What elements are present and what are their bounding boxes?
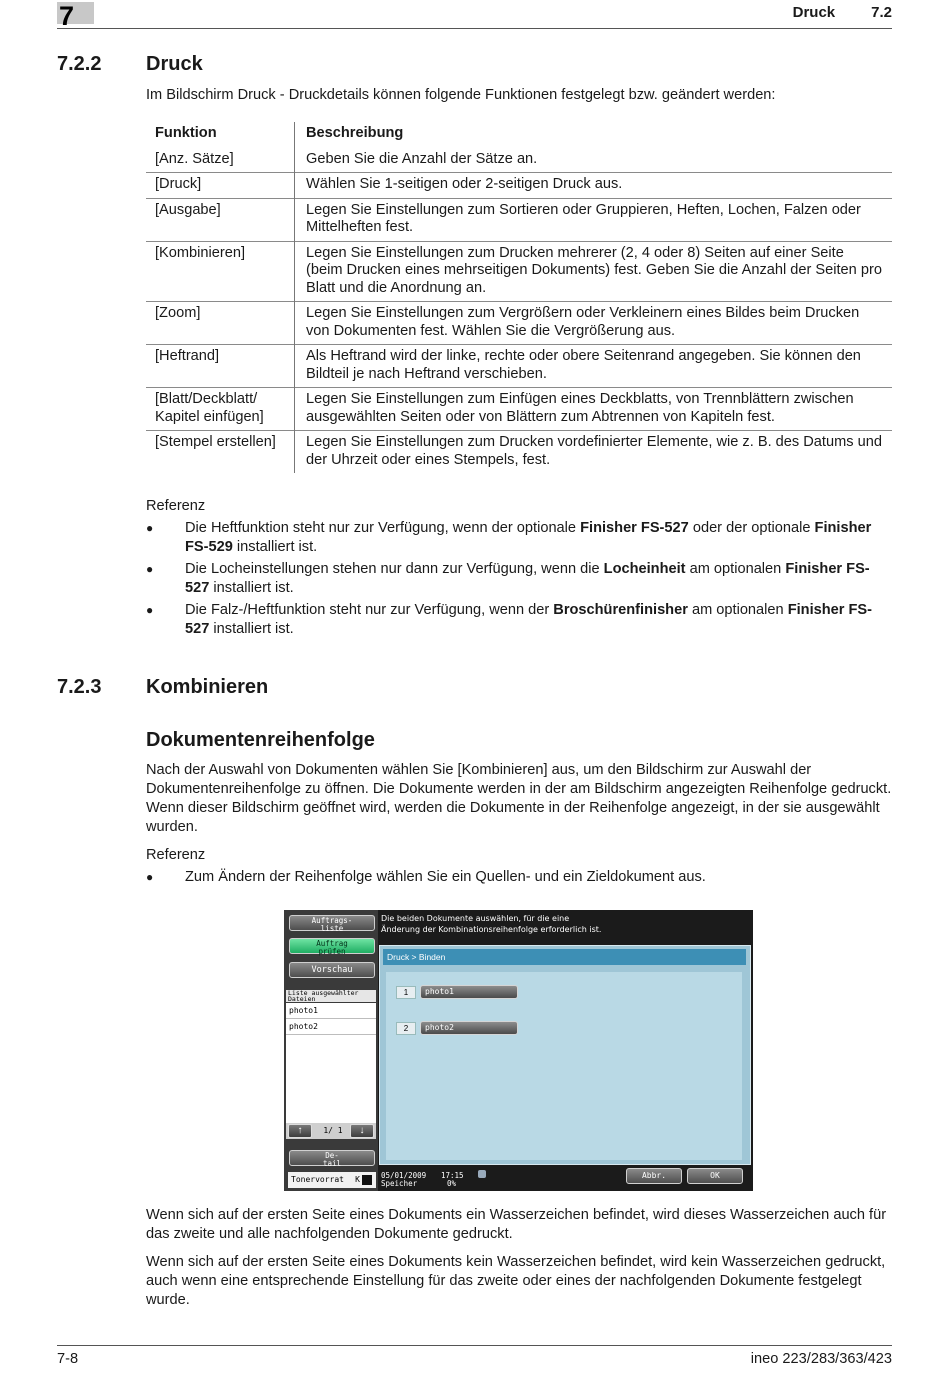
table-row <box>146 388 892 431</box>
table-row <box>146 431 892 474</box>
table-row <box>146 241 892 302</box>
running-header <box>793 4 892 22</box>
header-section-title: Druck <box>792 4 836 21</box>
bullet-icon: ● <box>146 870 154 884</box>
check-job-button[interactable] <box>289 938 375 954</box>
status-time: 17:15 <box>441 1171 464 1180</box>
reference-emphasis: Finisher FS-529 <box>185 520 872 555</box>
list-item <box>146 601 892 639</box>
toner-label: Tonervorrat <box>291 1175 344 1184</box>
column-header-function: Funktion <box>146 122 295 148</box>
list-item <box>146 868 892 887</box>
header-rule <box>57 28 892 29</box>
selected-files-list <box>286 1003 376 1123</box>
ok-button[interactable]: OK <box>687 1168 743 1184</box>
table-cell-description: Wählen Sie 1-seitigen oder 2-seitigen Druck aus. <box>295 173 893 199</box>
arrow-down-icon[interactable]: ↓ <box>350 1124 374 1138</box>
status-date: 05/01/2009 <box>381 1171 427 1180</box>
reference-text: am optionalen <box>687 602 788 618</box>
table-cell-description: Legen Sie Einstellungen zum Vergrößern oder Verkleinern eines Bildes beim Drucken von Dokumenten fest. Wählen Sie die Vergrößerung aus. <box>295 302 893 345</box>
breadcrumb: Druck > Binden <box>383 949 746 965</box>
message-line: Änderung der Kombinationsreihenfolge erforderlich ist. <box>381 925 602 934</box>
device-left-panel <box>284 910 378 1191</box>
document-number: 2 <box>396 1022 416 1035</box>
document-button[interactable]: photo2 <box>420 1021 518 1035</box>
button-label: De- <box>325 1151 339 1160</box>
button-label: Auftrags- <box>311 916 353 925</box>
reference-emphasis: Finisher FS-527 <box>185 602 873 637</box>
list-item[interactable]: photo1 <box>286 1003 376 1019</box>
page-indicator: 1/ 1 <box>323 1126 343 1135</box>
section-title-722: Druck <box>146 53 203 75</box>
list-header-label: Dateien <box>288 995 316 1003</box>
list-item <box>146 519 892 557</box>
chapter-number: 7 <box>59 1 75 31</box>
table-cell-description: Legen Sie Einstellungen zum Drucken mehrerer (2, 4 oder 8) Seiten auf einer Seite (beim Drucken eines mehrseitigen Dokuments) fest. Geben Sie die Anzahl der Seiten pro Blatt und die Anordnung an. <box>295 241 893 302</box>
table-row <box>146 302 892 345</box>
section-number-722: 7.2.2 <box>57 53 102 75</box>
reference-text: installiert ist. <box>209 580 294 596</box>
cancel-button[interactable]: Abbr. <box>626 1168 682 1184</box>
function-table <box>146 122 892 473</box>
reference-emphasis: Finisher FS-527 <box>580 520 689 536</box>
reference-emphasis: Broschürenfinisher <box>553 602 688 618</box>
button-label: liste <box>320 923 344 933</box>
table-cell-description: Als Heftrand wird der linke, rechte oder obere Seitenrand angegeben. Sie können den Bildteil je nach Heftrand verschieben. <box>295 345 893 388</box>
reference-emphasis: Finisher FS-527 <box>185 561 870 596</box>
reference-text: oder der optionale <box>688 520 815 536</box>
reference-text: installiert ist. <box>232 539 318 555</box>
reference-emphasis: Locheinheit <box>603 561 686 577</box>
table-header-row <box>146 122 892 148</box>
table-cell-function: [Druck] <box>146 173 295 199</box>
bullet-icon: ● <box>146 521 154 535</box>
detail-button[interactable] <box>289 1150 375 1166</box>
list-item <box>146 560 892 598</box>
arrow-up-icon[interactable]: ↑ <box>288 1124 312 1138</box>
memory-label: Speicher <box>381 1179 418 1188</box>
device-main-panel <box>379 945 751 1165</box>
footer-rule <box>57 1345 892 1346</box>
table-row <box>146 173 892 199</box>
header-section-number: 7.2 <box>871 4 892 21</box>
document-button[interactable]: photo1 <box>420 985 518 999</box>
document-order-area <box>386 972 742 1160</box>
table-row <box>146 345 892 388</box>
section-intro: Im Bildschirm Druck - Druckdetails können folgende Funktionen festgelegt bzw. geändert werden: <box>146 87 776 103</box>
button-label: prüfen <box>318 946 346 956</box>
page-number: 7-8 <box>57 1351 79 1367</box>
reference-text: Die Heftfunktion steht nur zur Verfügung, wenn der optionale <box>185 520 581 536</box>
document-number: 1 <box>396 986 416 999</box>
pager <box>286 1123 376 1139</box>
reference-text: Zum Ändern der Reihenfolge wählen Sie ein Quellen- und ein Zieldokument aus. <box>185 869 706 885</box>
table-cell-function: [Ausgabe] <box>146 198 295 241</box>
list-item[interactable]: photo2 <box>286 1019 376 1035</box>
list-header-label: Liste ausgewählter <box>288 989 359 997</box>
message-line: Die beiden Dokumente auswählen, für die eine <box>381 914 570 923</box>
preview-button[interactable]: Vorschau <box>289 962 375 978</box>
reference-text: Die Locheinstellungen stehen nur dann zur Verfügung, wenn die <box>185 561 604 577</box>
table-cell-description: Geben Sie die Anzahl der Sätze an. <box>306 150 538 167</box>
button-label: Auftrag <box>316 939 348 948</box>
table-cell-function: [Heftrand] <box>146 345 295 388</box>
table-cell-description: Legen Sie Einstellungen zum Sortieren oder Gruppieren, Heften, Lochen, Falzen oder Mittelheften fest. <box>295 198 893 241</box>
reference-text: installiert ist. <box>209 621 294 637</box>
status-bar <box>379 1168 609 1190</box>
device-message <box>381 913 751 935</box>
reference-list <box>146 868 892 890</box>
toner-color: K <box>355 1175 360 1184</box>
reference-label: Referenz <box>146 498 206 514</box>
table-cell-description: Legen Sie Einstellungen zum Einfügen eines Deckblatts, von Trennblättern zwischen ausgewählten Seiten oder von Blättern zum Abtrennen von Kapiteln fest. <box>295 388 893 431</box>
button-label: tail <box>322 1158 342 1168</box>
job-list-button[interactable] <box>289 915 375 931</box>
column-header-description: Beschreibung <box>306 125 404 141</box>
table-cell-function: [Stempel erstellen] <box>146 431 295 474</box>
product-name: ineo 223/283/363/423 <box>750 1351 892 1367</box>
table-row <box>146 198 892 241</box>
table-cell-description: Legen Sie Einstellungen zum Drucken vordefinierter Elemente, wie z. B. des Datums und der Uhrzeit oder eines Stempels, fest. <box>295 431 893 474</box>
table-cell-function: [Blatt/Deckblatt/ Kapitel einfügen] <box>146 388 295 431</box>
paragraph: Nach der Auswahl von Dokumenten wählen Sie [Kombinieren] aus, um den Bildschirm zur Auswahl der Dokumentenreihenfolge zu öffnen. Die Dokumente werden in der am Bildschirm angezeigten Reihenfolge gedruckt. Wenn dieser Bildschirm geöffnet wird, werden die Dokumente in der Reihenfolge angezeigt, in der sie ausgewählt wurden. <box>146 762 892 835</box>
status-icon <box>478 1170 486 1178</box>
table-row <box>146 148 892 173</box>
table-cell-function: [Kombinieren] <box>146 241 295 302</box>
bullet-icon: ● <box>146 562 154 576</box>
table-cell-function: [Zoom] <box>146 302 295 345</box>
memory-value: 0% <box>447 1179 457 1188</box>
toner-level-bar <box>362 1175 372 1185</box>
paragraph: Wenn sich auf der ersten Seite eines Dokuments kein Wasserzeichen befindet, wird kein Wasserzeichen gedruckt, auch wenn eine entsprechende Einstellung für das zweite oder eines der nachfolgenden Dokumente festgelegt wurde. <box>146 1254 886 1308</box>
reference-text: am optionalen <box>685 561 786 577</box>
subheading: Dokumentenreihenfolge <box>146 729 375 751</box>
reference-text: Die Falz-/Heftfunktion steht nur zur Verfügung, wenn der <box>185 602 554 618</box>
table-cell-function: [Anz. Sätze] <box>146 148 295 173</box>
toner-indicator <box>288 1172 376 1188</box>
bullet-icon: ● <box>146 603 154 617</box>
section-number-723: 7.2.3 <box>57 676 102 698</box>
reference-label: Referenz <box>146 847 206 863</box>
reference-list <box>146 519 892 642</box>
section-title-723: Kombinieren <box>146 676 269 698</box>
paragraph: Wenn sich auf der ersten Seite eines Dokuments ein Wasserzeichen befindet, wird dieses Wasserzeichen auch für das zweite und alle nachfolgenden Dokumente gedruckt. <box>146 1207 887 1242</box>
device-screenshot <box>284 910 753 1191</box>
selected-files-header <box>286 990 376 1002</box>
